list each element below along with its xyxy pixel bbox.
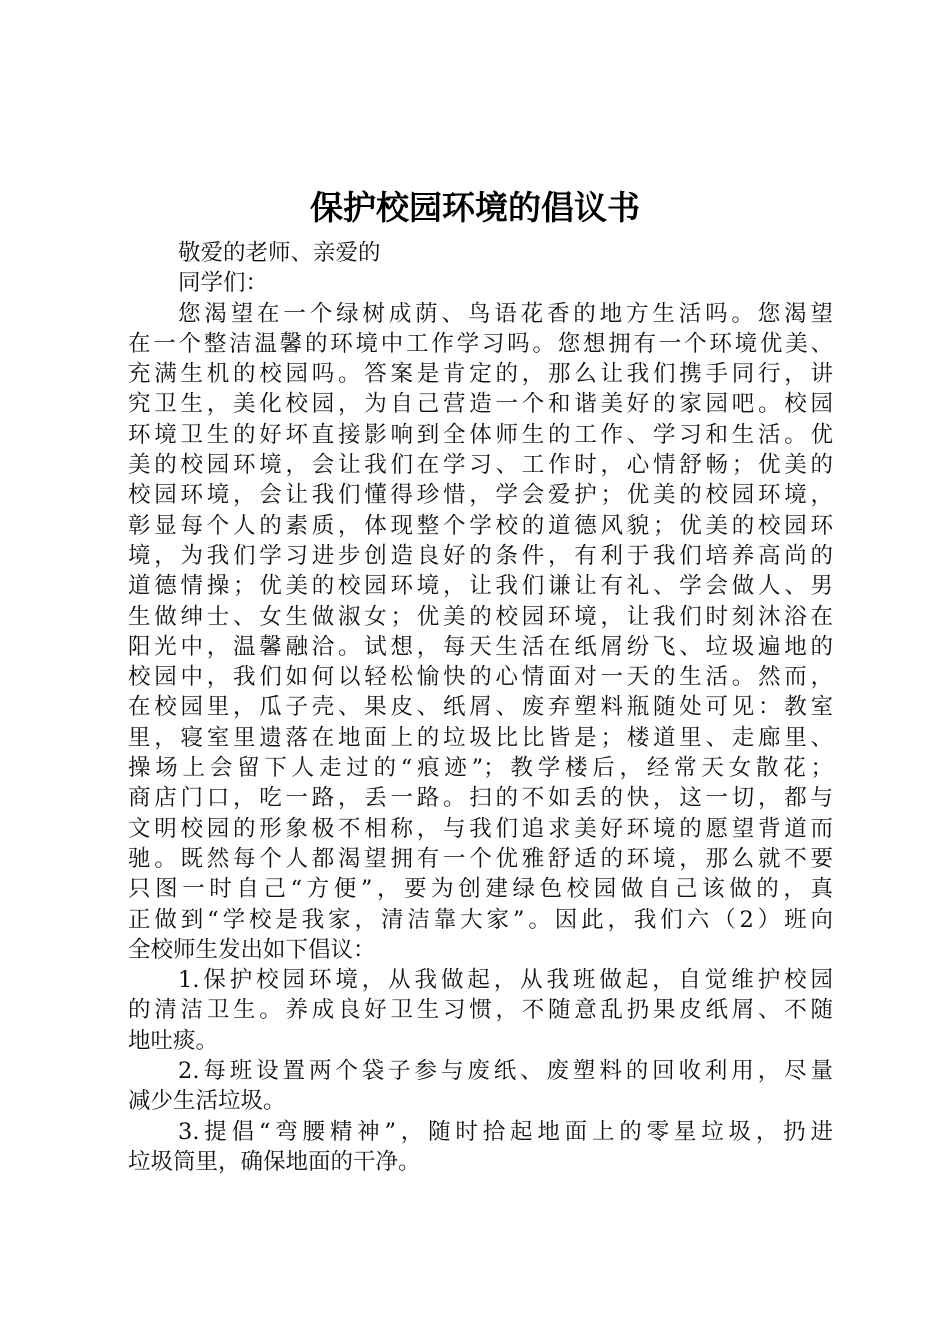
paragraph-line: 正做到“学校是我家，清洁靠大家”。因此，我们六（2）班向 [128,906,833,933]
paragraph-line: 只图一时自己“方便”，要为创建绿色校园做自己该做的，真 [128,876,833,903]
paragraph-line: 在校园里，瓜子壳、果皮、纸屑、废弃塑料瓶随处可见：教室 [128,694,833,721]
proposal-item-1 [128,965,833,1056]
paragraph-line: 在一个整洁温馨的环境中工作学习吗。您想拥有一个环境优美、 [128,330,833,357]
paragraph-line: 全校师生发出如下倡议： [128,936,376,963]
proposal-line: 1.保护校园环境，从我做起，从我班做起，自觉维护校园 [178,967,833,994]
greeting-line: 敬爱的老师、亲爱的 [178,240,381,266]
paragraph-line: 文明校园的形象极不相称，与我们追求美好环境的愿望背道而 [128,815,833,842]
proposal-item-2 [128,1056,833,1117]
paragraph-line: 环境卫生的好坏直接影响到全体师生的工作、学习和生活。优 [128,421,833,448]
paragraph-line: 究卫生，美化校园，为自己营造一个和谐美好的家园吧。校园 [128,391,833,418]
paragraph-line: 道德情操；优美的校园环境，让我们谦让有礼、学会做人、男 [128,573,833,600]
paragraph-line: 充满生机的校园吗。答案是肯定的，那么让我们携手同行，讲 [128,361,833,388]
document-title: 保护校园环境的倡议书 [310,188,640,227]
greeting [128,238,833,299]
proposal-line: 垃圾筒里，确保地面的干净。 [128,1148,421,1175]
paragraph-1 [128,299,833,966]
paragraph-line: 里，寝室里遗落在地面上的垃圾比比皆是；楼道里、走廊里、 [128,724,833,751]
paragraph-line: 生做绅士、女生做淑女；优美的校园环境，让我们时刻沐浴在 [128,603,833,630]
paragraph-line: 驰。既然每个人都渴望拥有一个优雅舒适的环境，那么就不要 [128,845,833,872]
proposal-item-3 [128,1117,833,1178]
document-body [128,238,833,1177]
paragraph-line: 您渴望在一个绿树成荫、鸟语花香的地方生活吗。您渴望 [178,300,833,327]
paragraph-line: 商店门口，吃一路，丢一路。扫的不如丢的快，这一切，都与 [128,785,833,812]
proposal-line: 3.提倡“弯腰精神”，随时拾起地面上的零星垃圾，扔进 [178,1118,833,1145]
paragraph-line: 彰显每个人的素质，体现整个学校的道德风貌；优美的校园环 [128,512,833,539]
paragraph-line: 美的校园环境，会让我们在学习、工作时，心情舒畅；优美的 [128,452,833,479]
paragraph-line: 境，为我们学习进步创造良好的条件，有利于我们培养高尚的 [128,542,833,569]
proposal-line: 2.每班设置两个袋子参与废纸、废塑料的回收利用，尽量 [178,1058,833,1085]
proposal-line: 的清洁卫生。养成良好卫生习惯，不随意乱扔果皮纸屑、不随 [128,997,833,1024]
paragraph-line: 校园中，我们如何以轻松愉快的心情面对一天的生活。然而， [128,664,833,691]
greeting-line: 同学们： [178,270,269,297]
proposal-line: 减少生活垃圾。 [128,1088,286,1115]
paragraph-line: 校园环境，会让我们懂得珍惜，学会爱护；优美的校园环境， [128,482,833,509]
paragraph-line: 操场上会留下人走过的“痕迹”；教学楼后，经常天女散花； [128,755,833,782]
paragraph-line: 阳光中，温馨融洽。试想，每天生活在纸屑纷飞、垃圾遍地的 [128,633,833,660]
proposal-line: 地吐痰。 [128,1027,219,1054]
